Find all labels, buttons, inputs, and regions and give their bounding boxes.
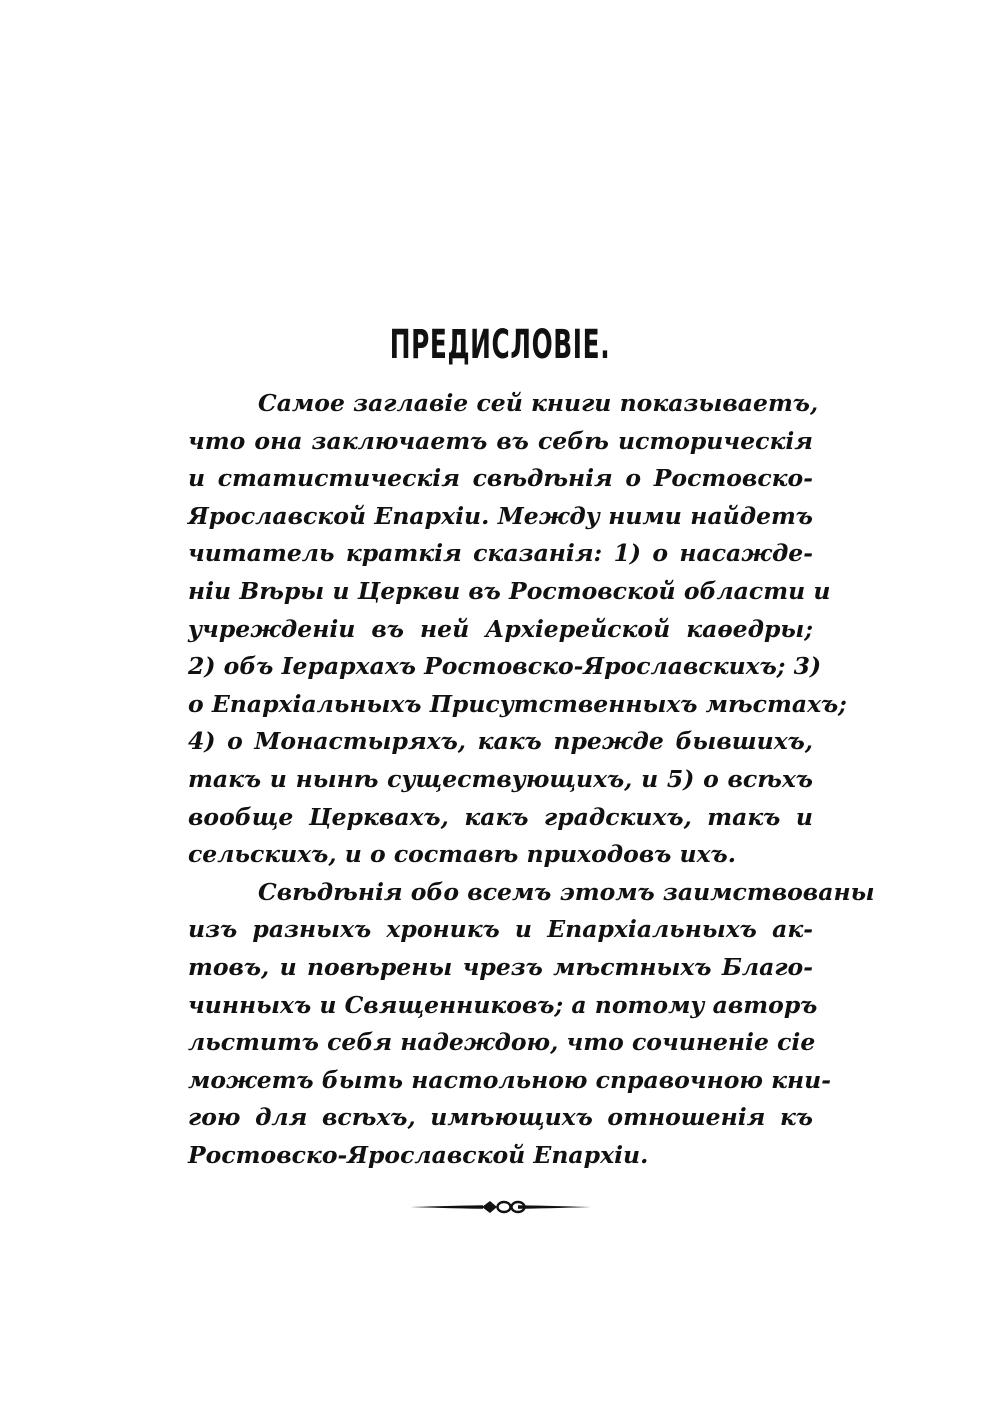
ornament-divider-icon [408,1196,593,1218]
text-line: 4) о Монастыряхъ, какъ прежде бывшихъ, [188,727,813,756]
text-line: что она заключаетъ въ себѣ историческія [188,426,813,455]
text-line: гою для всѣхъ, имѣющихъ отношенія къ [188,1103,813,1132]
text-line: такъ и нынѣ существующихъ, и 5) о всѣхъ [188,764,813,793]
text-line: о Епархіальныхъ Присутственныхъ мѣстахъ; [188,689,847,718]
text-line: льститъ себя надеждою, что сочиненіе сіе [188,1028,816,1057]
paragraph-2 [188,874,875,1175]
text-line: и статистическія свѣдѣнія о Ростовско- [188,464,813,493]
text-line: можетъ быть настольною справочною кни- [188,1065,832,1094]
text-line: изъ разныхъ хроникъ и Епархіальныхъ ак- [188,915,813,944]
text-line: Ярославской Епархіи. Между ними найдетъ [188,501,813,530]
text-line: учрежденіи въ ней Архіерейской каѳедры; [188,614,813,643]
text-line: чинныхъ и Священниковъ; а потому авторъ [188,990,818,1019]
text-line: вообще Церквахъ, какъ градскихъ, такъ и [188,802,813,831]
text-line: читатель краткія сказанія: 1) о насажде- [188,539,813,568]
preface-text [188,385,875,1174]
text-line: сельскихъ, и о составѣ приходовъ ихъ. [188,840,736,869]
text-line: 2) объ Іерархахъ Ростовско-Ярославскихъ; 3) [188,652,822,681]
text-line: Самое заглавіе сей книги показываетъ, [258,389,819,417]
text-line: Ростовско-Ярославской Епархіи. [188,1140,649,1169]
page-title: ПРЕДИСЛОВІЕ. [389,322,611,368]
text-line: ніи Вѣры и Церкви въ Ростовской области и [188,576,831,605]
text-line: Свѣдѣнія обо всемъ этомъ заимствованы [258,877,875,906]
paragraph-1 [188,385,847,874]
text-line: товъ, и повѣрены чрезъ мѣстныхъ Благо- [188,952,813,981]
